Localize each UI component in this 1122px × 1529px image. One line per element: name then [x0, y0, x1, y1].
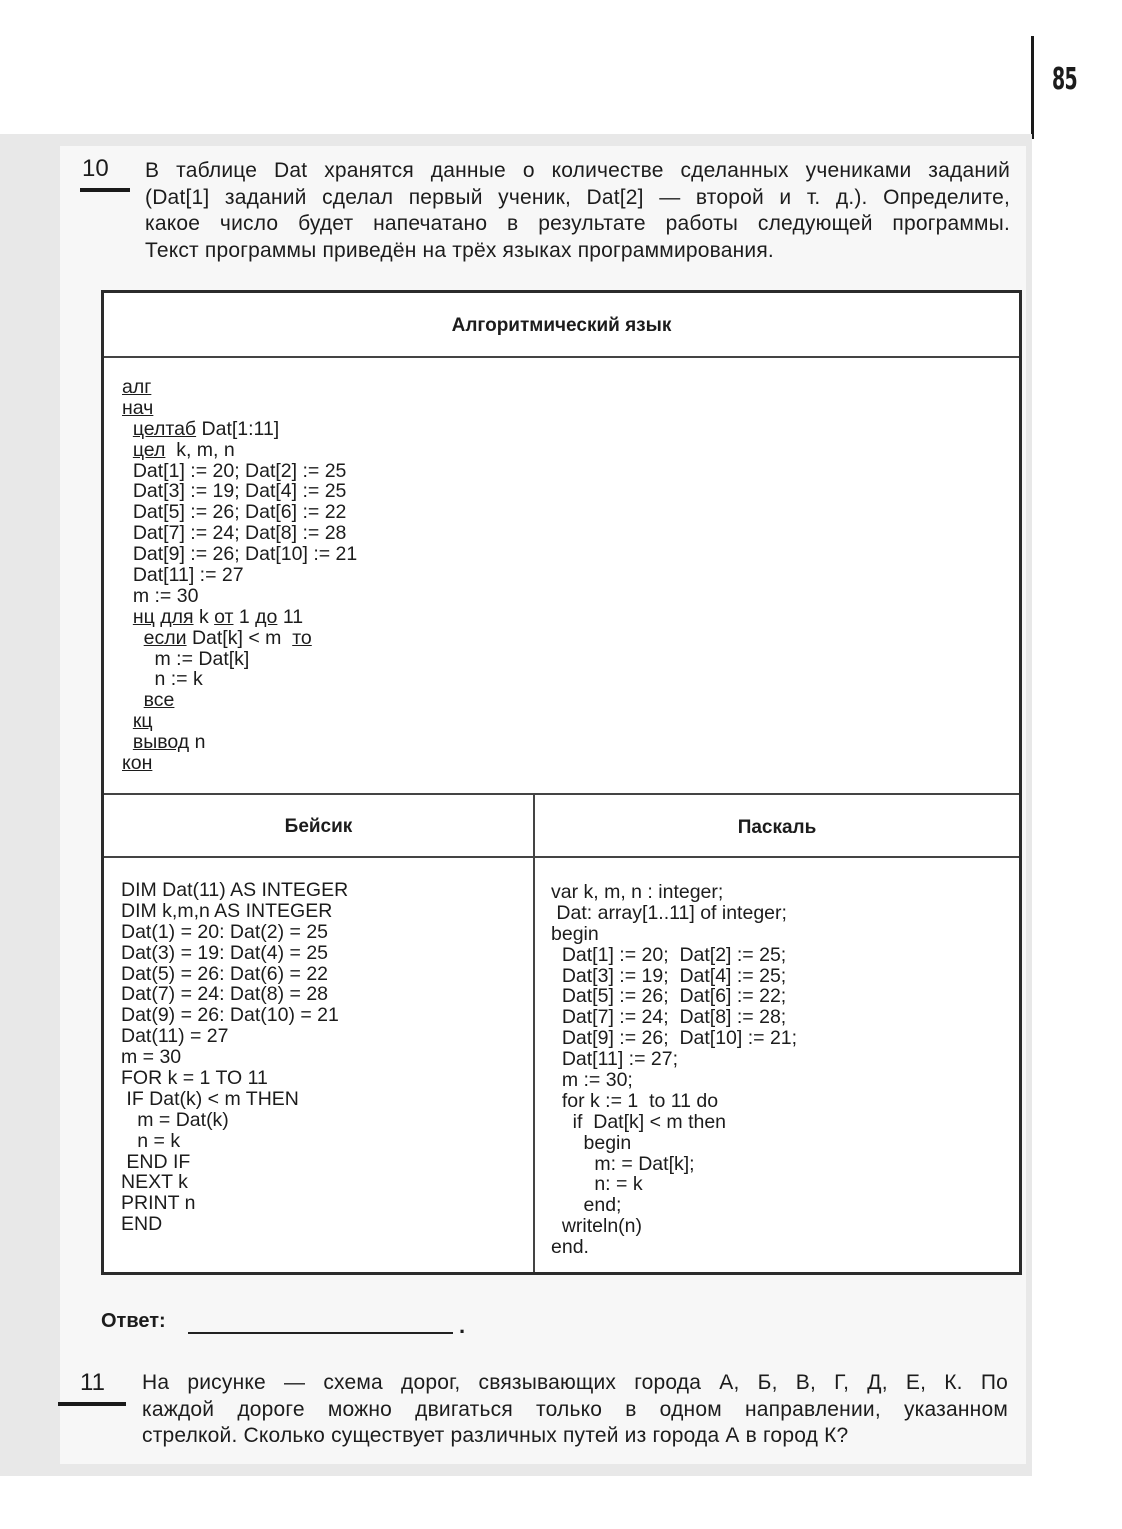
page-number: 85 [1052, 62, 1077, 97]
algo-code [122, 377, 357, 774]
pascal-code [551, 882, 797, 1258]
task-11-text [142, 1370, 1008, 1450]
code-line: writeln(n) [551, 1215, 643, 1238]
algo-header-divider [104, 356, 1019, 358]
code-line: Dat[9] := 26; Dat[10] := 21; [551, 1027, 798, 1050]
code-line: DIM Dat(11) AS INTEGER [121, 879, 349, 901]
code-line: n: = k [551, 1173, 643, 1196]
code-line: n := k [122, 668, 203, 691]
code-line: Dat[3] := 19; Dat[4] := 25 [122, 480, 347, 503]
code-line: var k, m, n : integer; [551, 881, 724, 903]
code-line: Dat[7] := 24; Dat[8] := 28; [551, 1006, 787, 1029]
code-line: кон [122, 752, 153, 775]
code-line: Dat[11] := 27 [122, 564, 244, 587]
answer-field[interactable] [188, 1332, 453, 1334]
task10-text-line: (Dat[1] заданий сделал первый ученик, Dat[2] — второй и т. д.). Определите, [145, 185, 1010, 209]
code-line: вывод n [132, 731, 206, 754]
task11-text-line: На рисунке — схема дорог, связывающих города А, Б, В, Г, Д, Е, К. По [142, 1371, 1008, 1394]
code-table [101, 290, 1022, 1275]
code-line: NEXT k [121, 1171, 188, 1194]
code-line: нач [122, 396, 154, 419]
code-line: алг [122, 376, 152, 398]
code-line: Dat[11] := 27; [551, 1048, 679, 1071]
code-line: Dat[7] := 24; Dat[8] := 28 [122, 522, 347, 545]
code-line: begin [551, 1131, 632, 1154]
code-line: Dat(1) = 20: Dat(2) = 25 [121, 920, 329, 943]
code-line: m := 30; [551, 1069, 633, 1092]
column-divider [533, 793, 535, 1272]
code-line: Dat(9) = 26: Dat(10) = 21 [121, 1004, 339, 1027]
code-line: m := Dat[k] [122, 647, 250, 670]
code-line: Dat[3] := 19; Dat[4] := 25; [551, 964, 787, 987]
task11-text-line: каждой дороге можно двигаться только в одном направлении, указанном [142, 1397, 1008, 1421]
code-line: IF Dat(k) < m THEN [121, 1087, 299, 1110]
code-line: begin [551, 922, 599, 945]
code-line: Dat(5) = 26: Dat(6) = 22 [121, 962, 329, 985]
code-line: Dat[1] := 20; Dat[2] := 25 [122, 459, 347, 482]
code-line: m := 30 [122, 584, 199, 607]
answer-dot: . [459, 1313, 466, 1338]
task-10-underline [80, 188, 130, 192]
code-line: Dat(3) = 19: Dat(4) = 25 [121, 941, 329, 964]
lang-header-divider [104, 856, 1019, 858]
code-line: Dat: array[1..11] of integer; [551, 901, 787, 924]
code-line: Dat[5] := 26; Dat[6] := 22; [551, 985, 787, 1008]
code-line: END IF [121, 1150, 191, 1173]
pascal-header: Паскаль [737, 817, 817, 838]
code-line: Dat(11) = 27 [121, 1025, 229, 1048]
basic-header: Бейсик [284, 816, 353, 837]
code-line: если Dat[k] < m то [143, 626, 312, 649]
code-line: нц для k от 1 до 11 [132, 605, 304, 628]
task10-text-line: В таблице Dat хранятся данные о количестве сделанных учениками заданий [145, 159, 1010, 182]
code-line: end; [551, 1194, 622, 1217]
answer-label: Ответ: [101, 1310, 166, 1332]
basic-code [121, 880, 348, 1235]
code-line: if Dat[k] < m then [551, 1110, 727, 1133]
code-line: Dat[1] := 20; Dat[2] := 25; [551, 943, 787, 966]
algo-header: Алгоритмический язык [451, 315, 672, 336]
task10-text-line: какое число будет напечатано в результате работы следующей программы. [145, 212, 1010, 235]
task10-text-line: Текст программы приведён на трёх языках программирования. [145, 238, 774, 262]
code-line: FOR k = 1 TO 11 [121, 1067, 268, 1090]
code-line: n = k [121, 1129, 181, 1152]
task-11-number: 11 [80, 1369, 105, 1396]
section-divider [104, 793, 1019, 795]
code-line: целтаб Dat[1:11] [132, 417, 280, 440]
task-10-text [145, 158, 1010, 264]
code-line: END [121, 1213, 163, 1236]
code-line: m = 30 [121, 1046, 182, 1069]
code-line: кц [132, 710, 153, 733]
code-line: m: = Dat[k]; [551, 1152, 695, 1175]
task11-text-line: стрелкой. Сколько существует различных путей из города А в город К? [142, 1424, 849, 1447]
code-line: Dat(7) = 24: Dat(8) = 28 [121, 983, 329, 1006]
task-10-number: 10 [82, 155, 109, 182]
code-line: Dat[9] := 26; Dat[10] := 21 [122, 543, 358, 566]
code-line: end. [551, 1236, 589, 1259]
code-line: for k := 1 to 11 do [551, 1089, 719, 1112]
task-11-underline [58, 1402, 126, 1406]
code-line: m = Dat(k) [121, 1108, 229, 1131]
page-edge-line [1031, 36, 1034, 139]
code-line: цел k, m, n [132, 438, 235, 461]
code-line: все [143, 689, 175, 712]
code-line: DIM k,m,n AS INTEGER [121, 899, 333, 922]
code-line: PRINT n [121, 1192, 196, 1215]
code-line: Dat[5] := 26; Dat[6] := 22 [122, 501, 347, 524]
